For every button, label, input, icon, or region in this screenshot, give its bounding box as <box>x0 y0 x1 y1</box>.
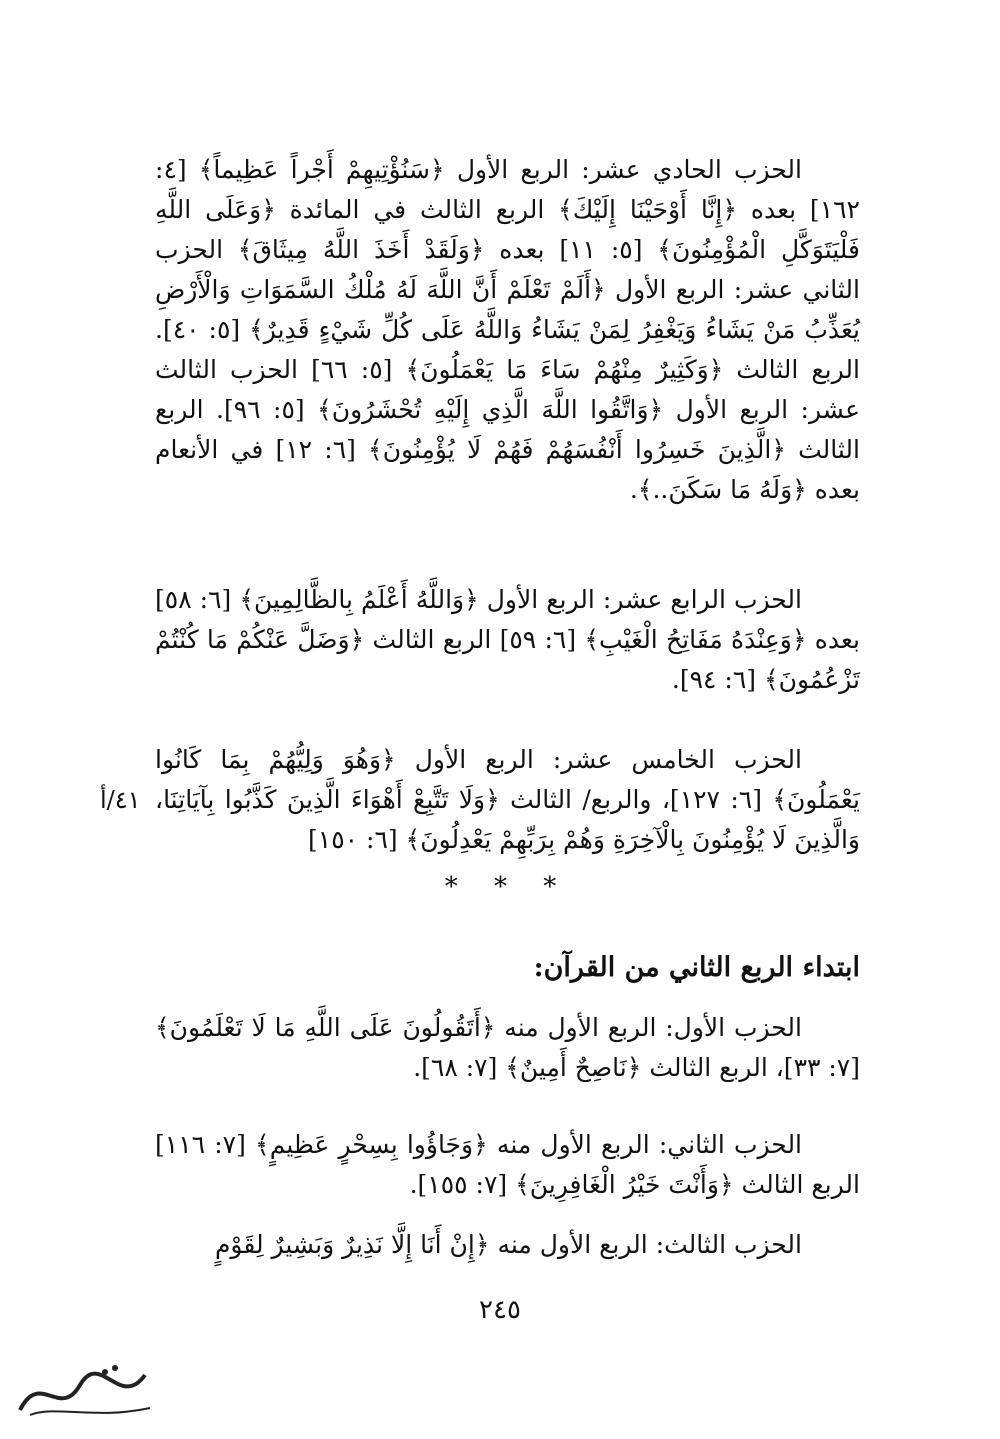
paragraph-text: الحزب الرابع عشر: الربع الأول ﴿وَاللَّهُ أَعْلَمُ بِالظَّالِمِينَ﴾ [٦: ٥٨] بعده ﴿وَعِنْدَهُ مَفَاتِحُ الْغَيْبِ﴾ [٦: ٥٩] الربع الثالث ﴿وَضَلَّ عَنْكُمْ مَا كُنْتُمْ تَزْعُمُونَ﴾ [٦: ٩٤]. <box>155 585 860 694</box>
paragraph-second-quarter-hizb-1 <box>155 1008 860 1088</box>
margin-folio-note: ٤١/أ <box>100 786 141 814</box>
library-stamp-logo <box>10 1350 160 1430</box>
section-separator: * * * <box>444 872 571 902</box>
section-heading: ابتداء الربع الثاني من القرآن: <box>533 952 860 983</box>
paragraph-text: الحزب الثاني: الربع الأول منه ﴿وَجَاؤُوا بِسِحْرٍ عَظِيمٍ﴾ [٧: ١١٦] الربع الثالث ﴿وَأَنْتَ خَيْرُ الْغَافِرِينَ﴾ [٧: ١٥٥]. <box>155 1130 860 1199</box>
paragraph-second-quarter-hizb-3 <box>155 1225 860 1265</box>
paragraph-second-quarter-hizb-2 <box>155 1125 860 1205</box>
paragraph-text: الحزب الأول: الربع الأول منه ﴿أَتَقُولُونَ عَلَى اللَّهِ مَا لَا تَعْلَمُونَ﴾ [٧: ٣٣]، الربع الثالث ﴿نَاصِحٌ أَمِينٌ﴾ [٧: ٦٨]. <box>155 1013 860 1082</box>
paragraph-hizb-15 <box>155 740 860 860</box>
page-number: ٢٤٥ <box>479 1295 521 1325</box>
paragraph-text: الحزب الخامس عشر: الربع الأول ﴿وَهُوَ وَلِيُّهُمْ بِمَا كَانُوا يَعْمَلُونَ﴾ [٦: ١٢٧]، والربع/ الثالث ﴿وَلَا تَتَّبِعْ أَهْوَاءَ الَّذِينَ كَذَّبُوا بِآيَاتِنَا، وَالَّذِينَ لَا يُؤْمِنُونَ بِالْآخِرَةِ وَهُمْ بِرَبِّهِمْ يَعْدِلُونَ﴾ [٦: ١٥٠] <box>155 745 861 854</box>
paragraph-text: الحزب الثالث: الربع الأول منه ﴿إِنْ أَنَا إِلَّا نَذِيرٌ وَبَشِيرٌ لِقَوْمٍ <box>214 1230 802 1259</box>
paragraph-hizb-14 <box>155 580 860 700</box>
paragraph-text: الحزب الحادي عشر: الربع الأول ﴿سَنُؤْتِيهِمْ أَجْراً عَظِيماً﴾ [٤: ١٦٢] بعده ﴿إِنَّا أَوْحَيْنَا إِلَيْكَ﴾ الربع الثالث في المائدة ﴿وَعَلَى اللَّهِ فَلْيَتَوَكَّلِ الْمُؤْمِنُونَ﴾ [٥: ١١] بعده ﴿وَلَقَدْ أَخَذَ اللَّهُ مِيثَاقَ﴾ الحزب الثاني عشر: الربع الأول ﴿أَلَمْ تَعْلَمْ أَنَّ اللَّهَ لَهُ مُلْكُ السَّمَوَاتِ وَالْأَرْضِ يُعَذِّبُ مَنْ يَشَاءُ وَيَغْفِرُ لِمَنْ يَشَاءُ وَاللَّهُ عَلَى كُلِّ شَيْءٍ قَدِيرٌ﴾ [٥: ٤٠]. الربع الثالث ﴿وَكَثِيرٌ مِنْهُمْ سَاءَ مَا يَعْمَلُونَ﴾ [٥: ٦٦] الحزب الثالث عشر: الربع الأول ﴿وَاتَّقُوا اللَّهَ الَّذِي إِلَيْهِ تُحْشَرُونَ﴾ [٥: ٩٦]. الربع الثالث ﴿الَّذِينَ خَسِرُوا أَنْفُسَهُمْ فَهُمْ لَا يُؤْمِنُونَ﴾ [٦: ١٢] في الأنعام بعده ﴿وَلَهُ مَا سَكَنَ..﴾. <box>155 155 861 504</box>
paragraph-hizb-11-13 <box>155 150 860 510</box>
